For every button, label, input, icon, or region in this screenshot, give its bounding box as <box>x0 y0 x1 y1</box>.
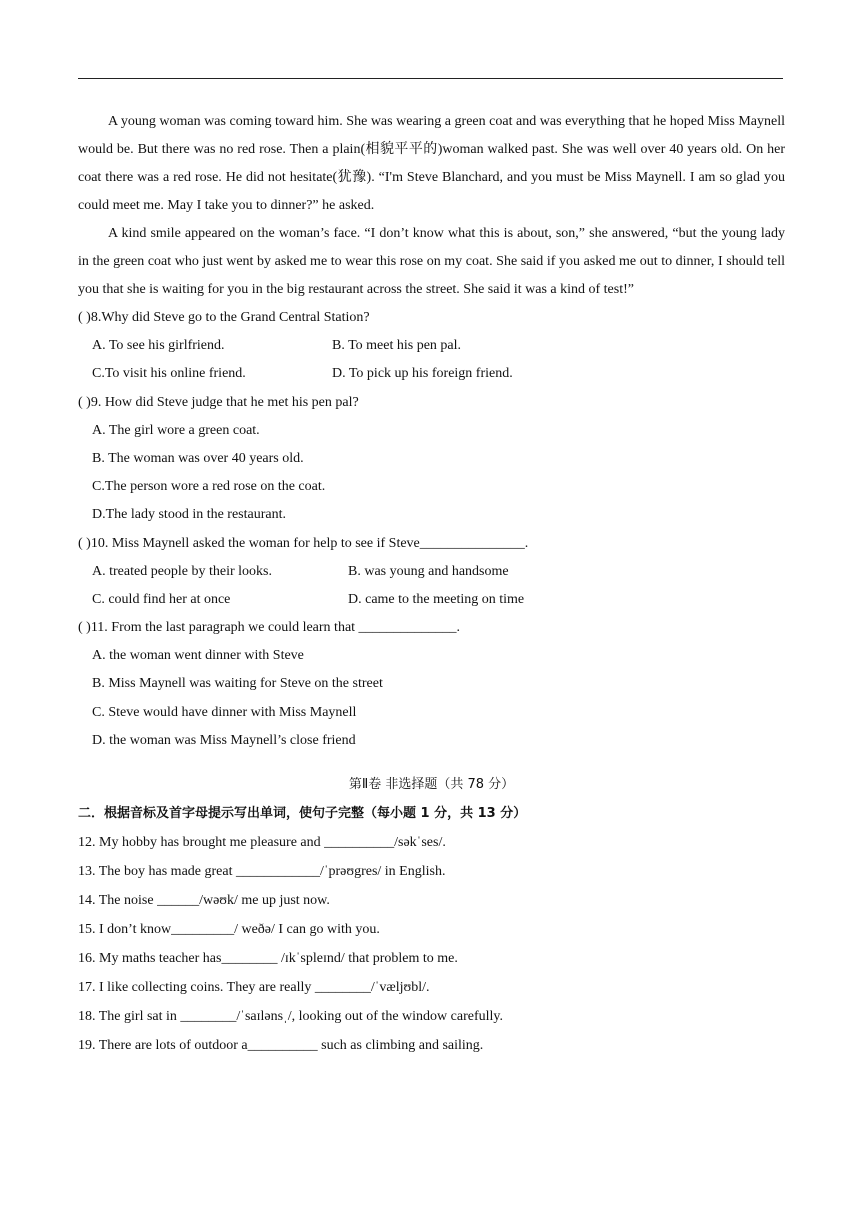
option-b: B. To meet his pen pal. <box>332 338 462 354</box>
question-stem: ( )8.Why did Steve go to the Grand Central Station? <box>78 310 370 325</box>
fill-in-item: 16. My maths teacher has________ /ɪkˈspleɪnd/ that problem to me. <box>78 951 458 966</box>
option-row <box>78 360 785 388</box>
fill-in-list <box>78 828 785 1060</box>
section-heading: 二．根据音标及首字母提示写出单词，使句子完整（每小题 1 分，共 13 分） <box>78 806 527 821</box>
option-d: D.The lady stood in the restaurant. <box>92 507 287 523</box>
option-row <box>78 558 785 586</box>
question-stem: ( )9. How did Steve judge that he met his pen pal? <box>78 394 359 410</box>
option-row <box>78 586 785 614</box>
question-stem: ( )10. Miss Maynell asked the woman for help to see if Steve_______________. <box>78 535 529 551</box>
option-d: D. came to the meeting on time <box>348 591 525 607</box>
fill-in-item: 13. The boy has made great ____________/ˈprəʊgres/ in English. <box>78 864 446 879</box>
header-rule <box>78 78 783 79</box>
option-c: C. could find her at once <box>92 591 231 607</box>
fill-in-item: 14. The noise ______/wəʊk/ me up just now. <box>78 893 330 908</box>
section-title: 第Ⅱ卷 非选择题（共 78 分） <box>348 777 515 792</box>
question-11 <box>78 614 785 755</box>
passage-paragraph: A kind smile appeared on the woman’s face. “I don’t know what this is about, son,” she answered, “but the young lady in the green coat who just went by asked me to wear this rose on my coat. She said if you asked me out to dinner, I should tell you that she is waiting for you in the big restaurant across the street. She said it was a kind of test!” <box>78 226 785 297</box>
option-c: C. Steve would have dinner with Miss Maynell <box>92 704 357 720</box>
option-c: C.The person wore a red rose on the coat. <box>92 479 326 495</box>
option-row <box>78 332 785 360</box>
option-a: A. To see his girlfriend. <box>92 338 225 354</box>
option-d: D. the woman was Miss Maynell’s close friend <box>92 732 356 748</box>
question-8 <box>78 304 785 389</box>
option-b: B. was young and handsome <box>348 563 509 579</box>
option-b: B. Miss Maynell was waiting for Steve on the street <box>92 676 383 692</box>
question-stem: ( )11. From the last paragraph we could learn that ______________. <box>78 620 461 636</box>
fill-in-item: 12. My hobby has brought me pleasure and __________/səkˈses/. <box>78 835 446 850</box>
question-9 <box>78 389 785 530</box>
option-a: A. treated people by their looks. <box>92 563 273 579</box>
exam-page <box>78 108 785 1060</box>
option-a: A. The girl wore a green coat. <box>92 422 260 438</box>
question-10 <box>78 530 785 615</box>
option-d: D. To pick up his foreign friend. <box>332 366 513 382</box>
fill-in-item: 19. There are lots of outdoor a__________ such as climbing and sailing. <box>78 1038 484 1053</box>
passage-paragraph: A young woman was coming toward him. She was wearing a green coat and was everything that he hoped Miss Maynell would be. But there was no red rose. Then a plain(相貌平平的)woman walked past. She was well over 40 years old. On her coat there was a red rose. He did not hesitate(犹豫). “I'm Steve Blanchard, and you must be Miss Maynell. I am so glad you could meet me. May I take you to dinner?” he asked. <box>78 114 785 213</box>
fill-in-item: 18. The girl sat in ________/ˈsaɪlənsˌ/, looking out of the window carefully. <box>78 1009 503 1024</box>
option-c: C.To visit his online friend. <box>92 366 246 382</box>
option-b: B. The woman was over 40 years old. <box>92 450 304 466</box>
option-a: A. the woman went dinner with Steve <box>92 648 304 664</box>
fill-in-item: 15. I don’t know_________/ weðə/ I can go with you. <box>78 922 380 937</box>
fill-in-item: 17. I like collecting coins. They are really ________/ˈvæljʊbl/. <box>78 980 430 995</box>
